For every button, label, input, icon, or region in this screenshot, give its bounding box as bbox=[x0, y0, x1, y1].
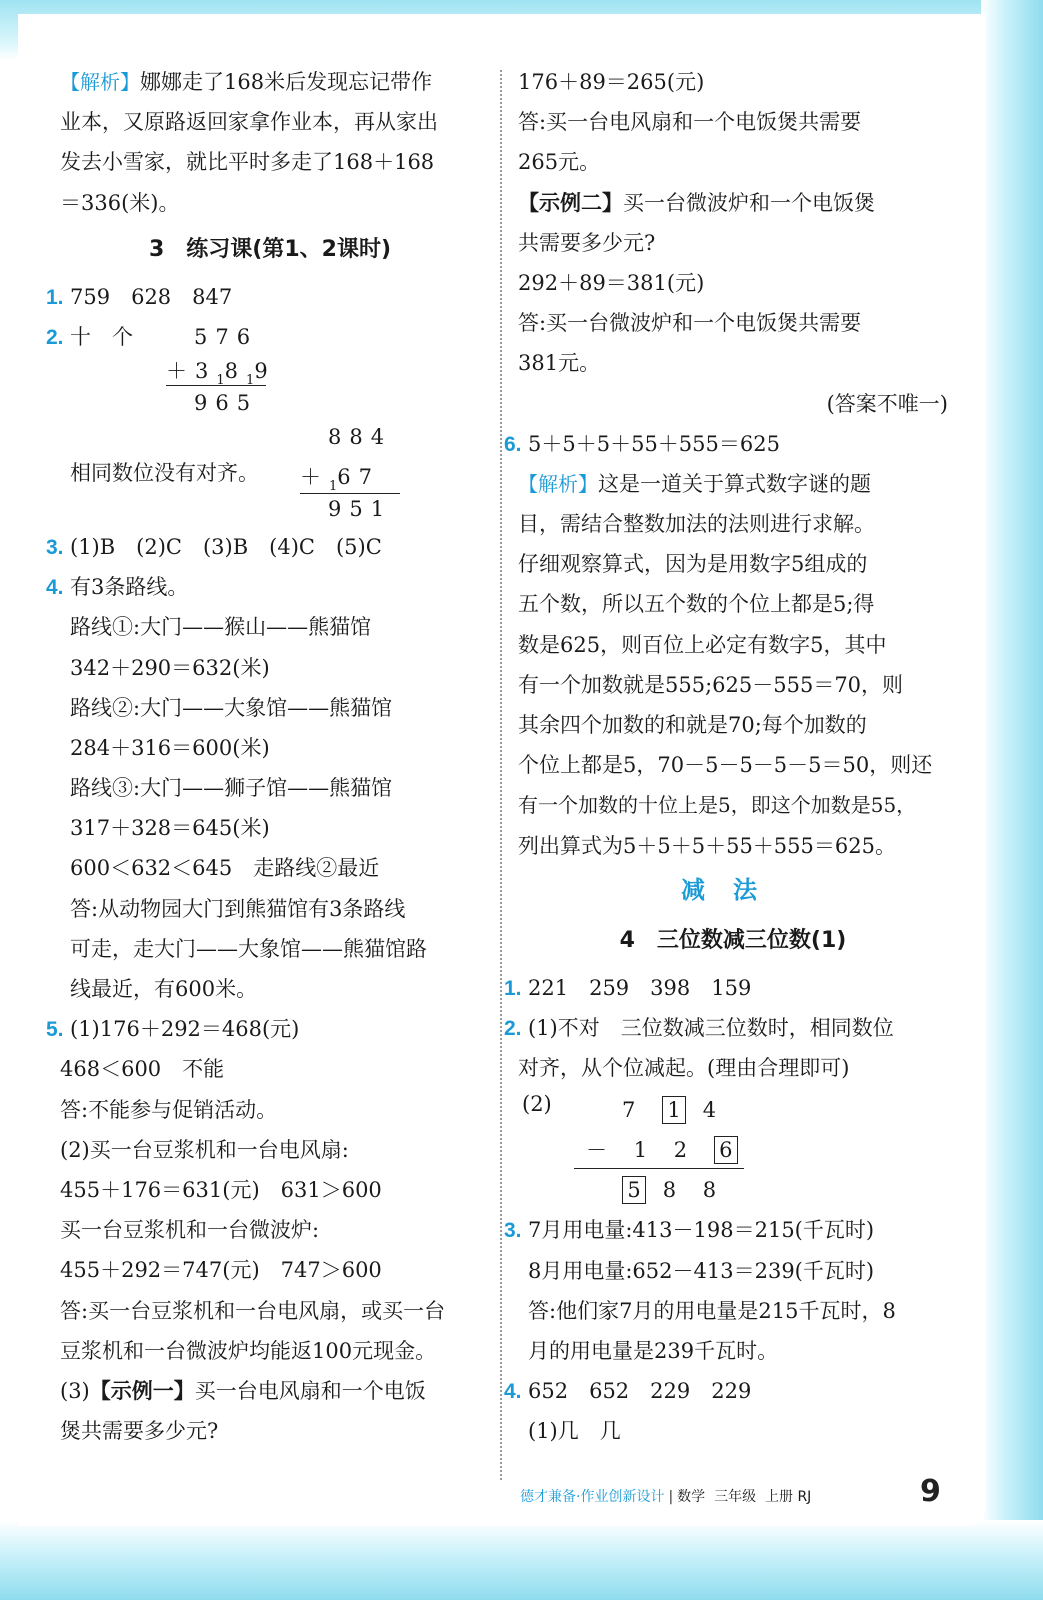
calc-line bbox=[166, 385, 266, 386]
answer-line: 共需要多少元? bbox=[518, 230, 656, 255]
analysis-line: 有一个加数的十位上是5，即这个加数是55， bbox=[518, 793, 917, 818]
page-frame-bottom bbox=[0, 1520, 1043, 1600]
q4-line: 答:从动物园大门到熊猫馆有3条路线 bbox=[70, 896, 406, 921]
q4-line: 317＋328＝645(米) bbox=[70, 816, 270, 841]
answer-box: 1 bbox=[662, 1096, 686, 1124]
right-column bbox=[504, 62, 948, 1451]
answer-line: 292＋89＝381(元) bbox=[518, 270, 705, 295]
q3-line: 8月用电量:652－413＝239(千瓦时) bbox=[528, 1258, 875, 1283]
calc-row: 7 1 4 bbox=[622, 1098, 727, 1123]
q5-line: 豆浆机和一台微波炉均能返100元现金。 bbox=[60, 1338, 437, 1363]
answer-line: 265元。 bbox=[518, 150, 601, 175]
footer-grade: 三年级 bbox=[714, 1489, 757, 1505]
subsection-title: 减法 bbox=[681, 875, 785, 904]
page-frame-right bbox=[981, 0, 1043, 1600]
calc-line bbox=[574, 1168, 744, 1169]
answer-note: (答案不唯一) bbox=[826, 391, 948, 416]
q4-line: 路线①:大门——猴山——熊猫馆 bbox=[70, 615, 372, 640]
answer-line: 答:买一台电风扇和一个电饭煲共需要 bbox=[518, 110, 862, 135]
question-3: 3. (1)B (2)C (3)B (4)C (5)C bbox=[46, 534, 382, 559]
question-2-calc-1: 2. 十 个 576 $+3_18_19$ 965 bbox=[46, 324, 276, 415]
footer-edition: RJ bbox=[797, 1489, 812, 1505]
question-2-subtraction bbox=[518, 1088, 948, 1210]
q5-example-1: (3)【示例一】买一台电风扇和一个电饭 bbox=[60, 1378, 426, 1403]
calc-row: 576 bbox=[194, 324, 259, 349]
calc-label: (2) bbox=[522, 1092, 552, 1117]
footer-term: 上册 bbox=[764, 1489, 793, 1505]
section-title: 3 练习课(第1、2课时) bbox=[148, 236, 392, 262]
q4-line: 线最近，有600米。 bbox=[70, 977, 258, 1001]
question-2-note: 相同数位没有对齐。 bbox=[70, 460, 259, 485]
question-1: 1. 221 259 398 159 bbox=[504, 975, 752, 1000]
analysis-line: 发去小雪家，就比平时多走了168＋168 bbox=[60, 150, 435, 175]
answer-box: 6 bbox=[714, 1136, 738, 1164]
q4-line: 600＜632＜645 走路线②最近 bbox=[70, 856, 380, 881]
page-footer: 德才兼备·作业创新设计 | 数学 三年级 上册 RJ bbox=[520, 1489, 812, 1505]
calc-line bbox=[300, 493, 400, 494]
question-5: 5. (1)176＋292＝468(元) bbox=[46, 1017, 300, 1042]
analysis-line: 【解析】这是一道关于算式数字谜的题 bbox=[518, 471, 871, 496]
analysis-line: 仔细观察算式，因为是用数字5组成的 bbox=[518, 552, 868, 577]
left-column bbox=[46, 62, 480, 1451]
q5-line: 468＜600 不能 bbox=[60, 1057, 225, 1082]
footer-brand: 德才兼备·作业创新设计 bbox=[520, 1489, 665, 1505]
question-6: 6. 5＋5＋5＋55＋555＝625 bbox=[504, 431, 780, 456]
answer-line: 176＋89＝265(元) bbox=[518, 70, 705, 94]
analysis-tag: 【解析】 bbox=[518, 473, 598, 496]
page-number: 9 bbox=[920, 1474, 941, 1509]
q5-line: 455＋176＝631(元) 631＞600 bbox=[60, 1177, 382, 1202]
q3-line: 答:他们家7月的用电量是215千瓦时，8 bbox=[528, 1298, 896, 1323]
q4-line: 284＋316＝600(米) bbox=[70, 735, 270, 760]
question-4: 4. 有3条路线。 bbox=[46, 575, 189, 600]
q5-line: 答:不能参与促销活动。 bbox=[60, 1097, 278, 1122]
answer-line: 381元。 bbox=[518, 351, 601, 376]
analysis-line: ＝336(米)。 bbox=[60, 190, 180, 215]
example-2: 【示例二】买一台微波炉和一个电饭煲 bbox=[518, 190, 875, 215]
q4-line: 路线③:大门——狮子馆——熊猫馆 bbox=[70, 776, 393, 801]
question-2: 2. (1)不对 三位数减三位数时，相同数位 bbox=[504, 1015, 894, 1040]
q5-line: 煲共需要多少元? bbox=[60, 1419, 219, 1444]
calc-result: 5 8 8 bbox=[622, 1176, 726, 1204]
q5-line: (2)买一台豆浆机和一台电风扇: bbox=[60, 1137, 349, 1162]
calc-row: － 1 2 6 bbox=[586, 1134, 738, 1164]
section-title: 4 三位数减三位数(1) bbox=[619, 927, 847, 953]
analysis-line: 五个数，所以五个数的个位上都是5;得 bbox=[518, 592, 875, 617]
analysis-tag: 【解析】 bbox=[60, 72, 140, 94]
column-divider bbox=[500, 70, 502, 1480]
calc-row: $+_167$ bbox=[300, 464, 381, 494]
analysis-line: 列出算式为5＋5＋5＋55＋555＝625。 bbox=[518, 833, 896, 858]
q5-line: 答:买一台豆浆机和一台电风扇，或买一台 bbox=[60, 1298, 446, 1323]
q5-line: 买一台豆浆机和一台微波炉: bbox=[60, 1218, 320, 1243]
q3-line: 月的用电量是239千瓦时。 bbox=[528, 1338, 779, 1363]
q4-line: (1)几 几 bbox=[528, 1419, 621, 1444]
calc-row: 884 bbox=[328, 424, 393, 449]
analysis-line: 【解析】娜娜走了168米后发现忘记带作 bbox=[60, 70, 433, 94]
question-1: 1. 759 628 847 bbox=[46, 284, 233, 309]
calc-result: 965 bbox=[194, 390, 259, 415]
analysis-line: 有一个加数就是555;625－555＝70，则 bbox=[518, 672, 904, 697]
q4-line: 路线②:大门——大象馆——熊猫馆 bbox=[70, 695, 393, 720]
analysis-line: 个位上都是5，70－5－5－5－5＝50，则还 bbox=[518, 753, 933, 778]
q4-line: 可走，走大门——大象馆——熊猫馆路 bbox=[70, 936, 427, 961]
footer-subject: 数学 bbox=[677, 1489, 706, 1505]
q4-line: 342＋290＝632(米) bbox=[70, 655, 270, 680]
calc-result: 951 bbox=[328, 496, 393, 521]
calc-row: $+3_18_19$ bbox=[166, 358, 276, 388]
analysis-line: 数是625，则百位上必定有数字5，其中 bbox=[518, 632, 887, 657]
analysis-line: 目，需结合整数加法的法则进行求解。 bbox=[518, 512, 875, 537]
analysis-line: 业本，又原路返回家拿作业本，再从家出 bbox=[60, 110, 438, 135]
question-4: 4. 652 652 229 229 bbox=[504, 1379, 752, 1404]
q5-line: 455＋292＝747(元) 747＞600 bbox=[60, 1258, 382, 1283]
analysis-line: 其余四个加数的和就是70;每个加数的 bbox=[518, 713, 867, 737]
answer-line: 答:买一台微波炉和一个电饭煲共需要 bbox=[518, 311, 862, 336]
answer-box: 5 bbox=[622, 1176, 646, 1204]
question-3: 3. 7月用电量:413－198＝215(千瓦时) bbox=[504, 1218, 875, 1243]
q2-line: 对齐，从个位减起。(理由合理即可) bbox=[518, 1056, 850, 1081]
